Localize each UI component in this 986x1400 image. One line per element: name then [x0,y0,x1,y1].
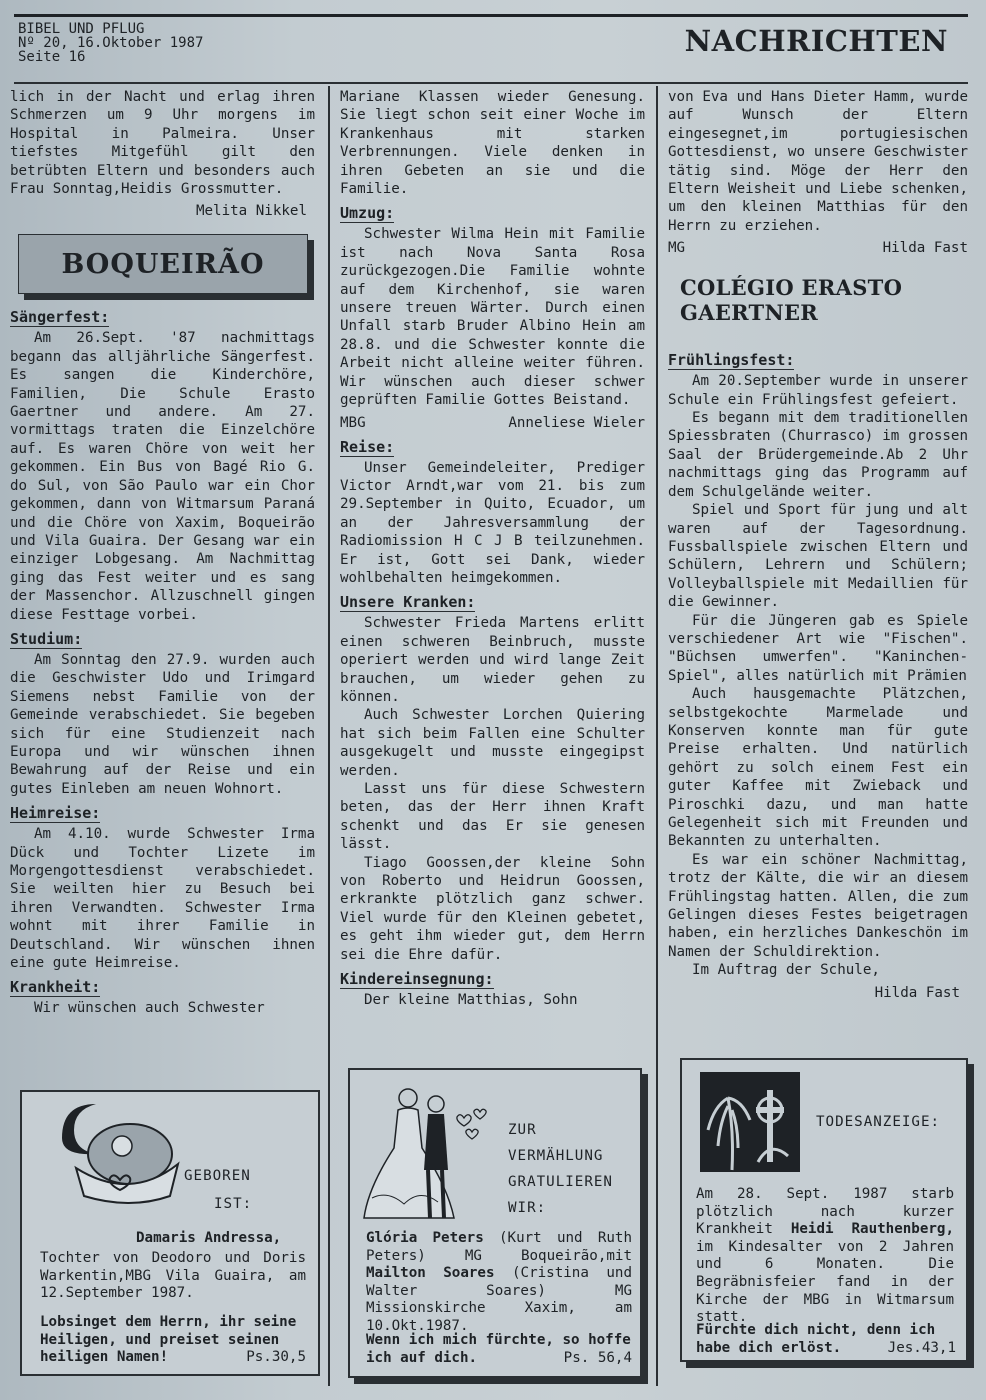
column-3 [668,88,968,1002]
masthead-issue: Nº 20, 16.Oktober 1987 [18,35,204,51]
baby-name: Damaris Andressa, [136,1230,282,1246]
heading-unsere-kranken: Unsere Kranken: [340,593,476,612]
article-text: Schwester Frieda Martens erlitt einen schweren Beinbruch, musste operiert werden und wird lange Zeit brauchen, um wieder gehen zu können. [340,615,645,705]
wedding-verse [366,1332,632,1367]
article-text: Lasst uns für diese Schwestern beten, das der Herr ihnen Kraft schenkt und das Er sie genesen lässt. [340,781,645,853]
article-text: Tiago Goossen,der kleine Sohn von Roberto und Heidrun Goossen, erkrankte plötzlich ganz schwer. Viel wurde für den Kleinen gebetet, es geht ihm wieder gut, dem Herrn sei die Ehre dafür. [340,854,645,963]
heading-fruehlingsfest: Frühlingsfest: [668,351,795,370]
bride-name: Glória Peters [366,1230,484,1246]
author-signature [340,414,645,432]
masthead-page: Seite 16 [18,49,86,65]
article-text: Es begann mit dem traditionellen Spiessbraten (Churrasco) im grossen Saal der Brüdergemeinde.Ab 2 Uhr nachmittags ging das Programm auf dem Schulgelände weiter. [668,410,968,500]
death-verse [696,1322,956,1357]
masthead [18,22,203,64]
bride-parents: (Kurt und Ruth Peters) MG Boqueirão,mit [366,1230,632,1264]
death-date-text: Am 28. Sept. 1987 starb plötzlich nach kurzer Krankheit [696,1186,954,1238]
heading-kindereinsegnung: Kindereinsegnung: [340,970,494,989]
article-text: Am 4.10. wurde Schwester Irma Dück und Tochter Lizete im Morgengottesdienst verabschiedet. Sie weilten hier zu Besuch bei ihren Verwandten. Schwester Irma wohnt mit ihrer Familie in Deutschland. Wir wünschen ihnen eine gute Heimreise. [10,826,315,972]
wedding-couple-icon [358,1078,498,1228]
boqueirao-banner [18,234,308,294]
headline-rule [14,82,968,84]
cross-tree-icon [698,1070,802,1174]
wedding-heading-2: VERMÄHLUNG [508,1148,604,1164]
signature-church: MG [668,240,686,257]
author-signature [668,239,968,257]
groom-parents: (Cristina und Walter Soares) MG Missionskirche Xaxim, am 10.Okt.1987. [366,1265,632,1334]
wedding-announcement-box [348,1068,642,1378]
heading-reise: Reise: [340,437,395,456]
wedding-heading-3: GRATULIEREN [508,1174,613,1190]
verse-ref: Ps. 56,4 [563,1349,632,1366]
banner-title: BOQUEIRÃO [61,248,265,280]
verse-text: Wenn ich mich fürchte, so hoffe ich auf dich. [366,1332,631,1366]
school-title: COLÉGIO ERASTO GAERTNER [680,275,903,326]
heading-studium: Studium: [10,629,83,648]
article-text: Der kleine Matthias, Sohn [364,992,578,1009]
column-1 [10,88,315,1018]
wedding-heading-4: WIR: [508,1200,547,1216]
wedding-details [366,1230,632,1336]
deceased-name: Heidi Rauthenberg, [790,1221,955,1238]
article-text: Am 26.Sept. '87 nachmittags begann das alljährliche Sängerfest. Es sangen die Kinderchöre, Familien, Die Schule Erasto Gaertner und andere. Am 27. vormittags traten die Einzelchöre auf. Es waren Chöre von weit her gekommen. Ein Bus von Bagé Rio G. do Sul, von São Paulo war ein Chor gekommen, dann von Witmarsum Paraná und die Chöre von Xaxim, Boqueirão und Vila Guaira. Der Gesang war ein einziger Lobgesang. Am Nachmittag ging das Fest weiter und es sang der Massenchor. Allzuschnell gingen diese Festtage vorbei. [10,330,315,623]
birth-announcement-box [20,1090,320,1376]
birth-heading-ist: IST: [214,1196,253,1212]
groom-name: Mailton Soares [366,1265,495,1282]
birth-verse [40,1314,306,1367]
article-text: Am Sonntag den 27.9. wurden auch die Geschwister Udo und Irimgard Siemens nebst Familie von der Gemeinde verabschiedet. Sie begeben sich für eine Studienzeit nach Europa und wir wünschen ihnen Bewahrung auf der Reise und ein gutes Einleben am neuen Wohnort. [10,651,315,797]
section-title: NACHRICHTEN [684,24,948,58]
top-rule [14,14,968,17]
article-text: Auch hausgemachte Plätzchen, selbstgekochte Marmelade und Konserven konnte man für gute Preise erhalten. Und natürlich gehört zu solch einem Fest ein guter Kaffee mit Zwieback und Piroschki dazu, und man hatte Gelegenheit sich mit Freunden und Bekannten zu unterhalten. [668,686,968,850]
article-text: Wir wünschen auch Schwester [34,1000,265,1017]
signature-church: MBG [340,414,366,431]
article-text: lich in der Nacht und erlag ihren Schmerzen um 9 Uhr morgens im Hospital in Palmeira. Unser tiefstes Mitgefühl gilt den betrübten Eltern und besonders auch Frau Sonntag,Heidis Grossmutter. [10,89,315,198]
article-text: Schwester Wilma Hein mit Familie ist nach Nova Santa Rosa zurückgezogen.Die Familie wohnte auf dem Kirchenhof, sie waren unsere treuen Wärter. Durch einen Unfall starb Bruder Albino Hein am 28.8. und die Schwester konnte die Arbeit nicht alleine weiter führen. Wir wünschen auch dieser schwer geprüften Familie Gottes Beistand. [340,226,645,409]
birth-details: Tochter von Deodoro und Doris Warkentin,MBG Vila Guaira, am 12.September 1987. [40,1250,306,1302]
article-text: Am 20.September wurde in unserer Schule ein Frühlingsfest gefeiert. [668,373,968,408]
article-text: von Eva und Hans Dieter Hamm, wurde auf Wunsch der Eltern eingesegnet,im portugiesischen Gottesdienst, wo unsere Geschwister tätig sind. Möge der Herr den Eltern Weisheit und Liebe schenken, um den kleinen Matthias für den Herrn zu erziehen. [668,89,968,234]
masthead-title: BIBEL UND PFLUG [18,21,145,37]
verse-text: Fürchte dich nicht, denn ich habe dich erlöst. [696,1322,936,1356]
signature-name: Anneliese Wieler [508,414,645,431]
column-divider-2 [656,86,658,1386]
death-notice-box [680,1058,968,1362]
signature-name: Hilda Fast [882,240,968,257]
birth-heading: GEBOREN [184,1168,251,1184]
column-divider-1 [328,86,330,1386]
article-text: Mariane Klassen wieder Genesung. Sie liegt schon seit einer Woche im Krankenhaus mit starken Verbrennungen. Viele denken in ihren Gebeten an sie und die Familie. [340,89,645,198]
heading-krankheit: Krankheit: [10,978,101,997]
author-signature: Melita Nikkel [195,203,307,220]
heading-heimreise: Heimreise: [10,804,101,823]
verse-ref: Ps.30,5 [246,1349,306,1366]
article-text: Spiel und Sport für jung und alt waren auf der Tagesordnung. Fussballspiele zwischen Eltern und Schülern, Lehrern und Schülern; Volleyballspiele mit Medaillien für die Gewinner. [668,502,968,611]
heading-saengerfest: Sängerfest: [10,308,110,327]
death-notice-heading: TODESANZEIGE: [816,1114,941,1130]
article-text: Im Auftrag der Schule, [692,962,880,979]
article-text: Unser Gemeindeleiter, Prediger Victor Arndt,war vom 21. bis zum 29.September in Quito, Ecuador, um an der Jahresversammlung der Radiomission H C J B teilzunehmen. Er ist, Gott sei Dank, wieder wohlbehalten heimgekommen. [340,459,645,586]
cradle-icon [52,1098,182,1210]
article-text: Es war ein schöner Nachmittag, trotz der Kälte, die wir an diesem Frühlingstag hatten. Allen, die zum Gelingen dieses Festes beigetragen haben, ein herzliches Dankeschön im Namen der Schuldirektion. [668,851,968,960]
wedding-heading-1: ZUR [508,1122,537,1138]
column-2 [340,88,645,1009]
heading-umzug: Umzug: [340,204,395,223]
author-signature: Hilda Fast [874,984,960,1001]
death-notice-details [696,1186,954,1327]
verse-text: Lobsinget dem Herrn, ihr seine Heiligen, und preiset seinen heiligen Namen! [40,1314,297,1366]
article-text: Auch Schwester Lorchen Quiering hat sich beim Fallen eine Schulter ausgekugelt und musste eingegipst werden. [340,707,645,779]
article-text: Für die Jüngeren gab es Spiele verschiedener Art wie "Fischen". "Büchsen umwerfen". "Kaninchen-Spiel", alles natürlich mit Prämien [668,612,968,684]
funeral-text: im Kindesalter von 2 Jahren und 6 Monaten. Die Begräbnisfeier fand in der Kirche der MBG in Witmarsum statt. [696,1238,954,1326]
verse-ref: Jes.43,1 [887,1339,956,1356]
